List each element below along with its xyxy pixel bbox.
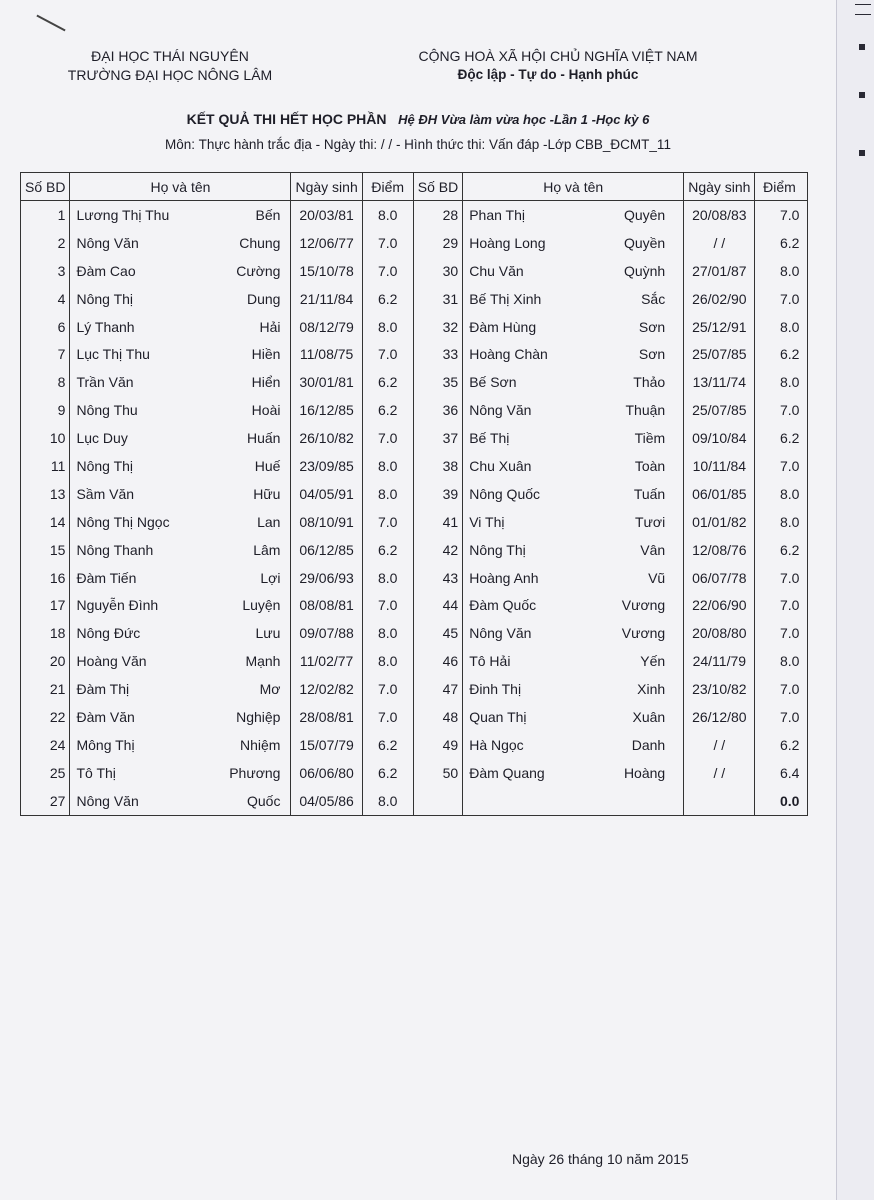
cell-dob [684,787,755,815]
cell-sbd: 31 [413,285,462,313]
table-row [21,703,808,731]
table-row [21,536,808,564]
cell-score: 7.0 [362,508,413,536]
cell-surname: Nông Thị [463,536,594,564]
cell-sbd: 14 [21,508,70,536]
cell-sbd: 32 [413,313,462,341]
exam-info: Môn: Thực hành trắc địa - Ngày thi: / / - Hình thức thi: Vấn đáp -Lớp CBB_ĐCMT_11 [165,137,671,152]
table-row [21,759,808,787]
cell-surname: Lương Thị Thu [70,201,201,229]
cell-given-name: Huấn [200,424,291,452]
document-title [0,111,836,127]
cell-surname: Phan Thị [463,201,594,229]
page-edge [836,0,874,1200]
cell-given-name: Toàn [593,452,684,480]
cell-surname: Đàm Quang [463,759,594,787]
cell-score: 7.0 [362,591,413,619]
header-sbd: Số BD [21,173,70,201]
cell-sbd: 17 [21,591,70,619]
cell-dob: 26/02/90 [684,285,755,313]
cell-score: 6.2 [362,396,413,424]
cell-dob: 16/12/85 [291,396,362,424]
cell-surname: Nông Thị Ngọc [70,508,201,536]
results-table [20,172,808,816]
cell-given-name: Sắc [593,285,684,313]
table-row [21,508,808,536]
cell-score: 8.0 [755,480,808,508]
cell-dob: 29/06/93 [291,564,362,592]
cell-score: 7.0 [362,257,413,285]
cell-given-name: Mơ [200,675,291,703]
cell-given-name: Vương [593,619,684,647]
cell-dob: 09/10/84 [684,424,755,452]
table-row [21,787,808,815]
cell-sbd: 33 [413,340,462,368]
cell-score: 6.2 [362,731,413,759]
cell-given-name: Hữu [200,480,291,508]
cell-dob: 10/11/84 [684,452,755,480]
cell-dob: / / [684,759,755,787]
cell-score: 8.0 [362,619,413,647]
cell-score: 6.2 [755,536,808,564]
cell-surname: Nông Văn [463,619,594,647]
cell-sbd: 18 [21,619,70,647]
cell-sbd: 11 [21,452,70,480]
header-name: Họ và tên [70,173,291,201]
cell-sbd [413,787,462,815]
cell-given-name: Mạnh [200,647,291,675]
table-row [21,452,808,480]
cell-surname: Lục Thị Thu [70,340,201,368]
cell-sbd: 28 [413,201,462,229]
cell-sbd: 2 [21,229,70,257]
table-row [21,257,808,285]
cell-given-name: Lan [200,508,291,536]
cell-score: 7.0 [362,229,413,257]
cell-sbd: 48 [413,703,462,731]
cell-sbd: 43 [413,564,462,592]
cell-dob: / / [684,229,755,257]
cell-dob: 04/05/86 [291,787,362,815]
cell-dob: 27/01/87 [684,257,755,285]
cell-surname: Đàm Quốc [463,591,594,619]
cell-given-name: Vũ [593,564,684,592]
cell-given-name: Thảo [593,368,684,396]
cell-dob: 26/12/80 [684,703,755,731]
cell-dob: 20/08/80 [684,619,755,647]
cell-dob: 06/01/85 [684,480,755,508]
cell-dob: 20/08/83 [684,201,755,229]
cell-surname: Nông Văn [70,229,201,257]
cell-sbd: 8 [21,368,70,396]
cell-given-name: Hiển [200,368,291,396]
cell-given-name: Dung [200,285,291,313]
cell-surname: Nông Thanh [70,536,201,564]
cell-score: 6.2 [362,536,413,564]
cell-surname: Mông Thị [70,731,201,759]
cell-sbd: 3 [21,257,70,285]
cell-score: 6.2 [755,340,808,368]
cell-given-name: Danh [593,731,684,759]
cell-sbd: 25 [21,759,70,787]
cell-surname: Hoàng Chàn [463,340,594,368]
cell-given-name: Chung [200,229,291,257]
cell-sbd: 22 [21,703,70,731]
cell-given-name: Vương [593,591,684,619]
cell-sbd: 46 [413,647,462,675]
cell-sbd: 7 [21,340,70,368]
table-row [21,313,808,341]
cell-score: 8.0 [755,257,808,285]
cell-dob: 23/10/82 [684,675,755,703]
cell-sbd: 39 [413,480,462,508]
cell-dob: 28/08/81 [291,703,362,731]
cell-dob: 24/11/79 [684,647,755,675]
cell-dob: 08/12/79 [291,313,362,341]
cell-surname: Bế Thị [463,424,594,452]
cell-dob: 08/08/81 [291,591,362,619]
cell-score: 7.0 [755,591,808,619]
table-row [21,201,808,229]
cell-dob: 21/11/84 [291,285,362,313]
cell-dob: / / [684,731,755,759]
table-row [21,368,808,396]
cell-surname: Nguyễn Đình [70,591,201,619]
cell-sbd: 36 [413,396,462,424]
cell-sbd: 10 [21,424,70,452]
cell-dob: 12/02/82 [291,675,362,703]
cell-given-name: Yến [593,647,684,675]
cell-sbd: 45 [413,619,462,647]
cell-given-name: Cường [200,257,291,285]
cell-score: 8.0 [362,452,413,480]
header-sbd: Số BD [413,173,462,201]
cell-given-name: Quyên [593,201,684,229]
cell-dob: 08/10/91 [291,508,362,536]
cell-score: 0.0 [755,787,808,815]
cell-score: 6.4 [755,759,808,787]
cell-dob: 09/07/88 [291,619,362,647]
cell-score: 7.0 [755,703,808,731]
school-name: TRƯỜNG ĐẠI HỌC NÔNG LÂM [67,67,273,83]
cell-given-name: Quỳnh [593,257,684,285]
title-program: Hệ ĐH Vừa làm vừa học -Lần 1 -Học kỳ 6 [398,112,650,127]
cell-given-name: Bến [200,201,291,229]
header-name: Họ và tên [463,173,684,201]
cell-dob: 23/09/85 [291,452,362,480]
cell-score: 8.0 [362,787,413,815]
cell-sbd: 44 [413,591,462,619]
cell-score: 7.0 [362,675,413,703]
cell-score: 8.0 [755,647,808,675]
title-main: KẾT QUẢ THI HẾT HỌC PHẦN [186,111,387,127]
cell-score: 8.0 [755,508,808,536]
cell-score: 8.0 [362,647,413,675]
cell-dob: 01/01/82 [684,508,755,536]
cell-surname: Nông Quốc [463,480,594,508]
cell-given-name: Lưu [200,619,291,647]
cell-given-name: Nghiệp [200,703,291,731]
cell-given-name: Lâm [200,536,291,564]
pen-mark [36,15,65,32]
cell-sbd: 37 [413,424,462,452]
cell-score: 7.0 [755,564,808,592]
cell-score: 7.0 [755,396,808,424]
cell-sbd: 13 [21,480,70,508]
cell-surname: Nông Đức [70,619,201,647]
cell-given-name: Sơn [593,313,684,341]
cell-given-name: Luyện [200,591,291,619]
cell-given-name: Hiền [200,340,291,368]
cell-sbd: 30 [413,257,462,285]
cell-surname: Sầm Văn [70,480,201,508]
cell-score: 7.0 [755,285,808,313]
cell-sbd: 21 [21,675,70,703]
cell-surname: Đinh Thị [463,675,594,703]
cell-surname: Hoàng Long [463,229,594,257]
cell-sbd: 9 [21,396,70,424]
cell-sbd: 50 [413,759,462,787]
cell-given-name: Phương [200,759,291,787]
cell-sbd: 4 [21,285,70,313]
cell-surname: Hoàng Văn [70,647,201,675]
table-row [21,647,808,675]
cell-given-name: Huế [200,452,291,480]
cell-score: 8.0 [362,564,413,592]
cell-sbd: 6 [21,313,70,341]
cell-dob: 06/06/80 [291,759,362,787]
cell-sbd: 35 [413,368,462,396]
motto: Độc lập - Tự do - Hạnh phúc [457,67,639,82]
table-row [21,396,808,424]
cell-score: 7.0 [755,619,808,647]
cell-dob: 04/05/91 [291,480,362,508]
header-dob: Ngày sinh [684,173,755,201]
cell-score: 6.2 [755,229,808,257]
cell-given-name: Xuân [593,703,684,731]
cell-dob: 06/12/85 [291,536,362,564]
cell-score: 8.0 [362,480,413,508]
country-name: CỘNG HOÀ XÃ HỘI CHỦ NGHĨA VIỆT NAM [418,48,698,64]
cell-sbd: 42 [413,536,462,564]
cell-dob: 25/07/85 [684,396,755,424]
cell-dob: 12/06/77 [291,229,362,257]
cell-dob: 06/07/78 [684,564,755,592]
cell-surname: Chu Xuân [463,452,594,480]
cell-given-name: Tiềm [593,424,684,452]
cell-given-name: Thuận [593,396,684,424]
table-row [21,480,808,508]
cell-given-name [593,787,684,815]
cell-surname: Quan Thị [463,703,594,731]
cell-surname: Lục Duy [70,424,201,452]
cell-dob: 13/11/74 [684,368,755,396]
cell-given-name: Quốc [200,787,291,815]
header-dob: Ngày sinh [291,173,362,201]
cell-surname [463,787,594,815]
cell-given-name: Sơn [593,340,684,368]
cell-surname: Hoàng Anh [463,564,594,592]
cell-score: 8.0 [362,201,413,229]
cell-sbd: 16 [21,564,70,592]
cell-surname: Nông Thị [70,285,201,313]
cell-score: 6.2 [362,368,413,396]
cell-surname: Vi Thị [463,508,594,536]
table-row [21,564,808,592]
cell-dob: 11/08/75 [291,340,362,368]
cell-score: 7.0 [755,452,808,480]
cell-sbd: 27 [21,787,70,815]
cell-surname: Tô Thị [70,759,201,787]
cell-score: 7.0 [755,675,808,703]
cell-given-name: Quyền [593,229,684,257]
cell-surname: Bế Thị Xinh [463,285,594,313]
cell-given-name: Xinh [593,675,684,703]
header-score: Điểm [755,173,808,201]
table-row [21,591,808,619]
cell-score: 6.2 [362,285,413,313]
cell-given-name: Nhiệm [200,731,291,759]
cell-score: 7.0 [362,340,413,368]
cell-score: 7.0 [362,424,413,452]
cell-surname: Lý Thanh [70,313,201,341]
cell-sbd: 20 [21,647,70,675]
cell-sbd: 49 [413,731,462,759]
cell-given-name: Vân [593,536,684,564]
cell-given-name: Lợi [200,564,291,592]
cell-given-name: Hải [200,313,291,341]
cell-score: 8.0 [755,368,808,396]
cell-surname: Nông Văn [463,396,594,424]
cell-score: 8.0 [362,313,413,341]
cell-surname: Nông Văn [70,787,201,815]
cell-surname: Đàm Văn [70,703,201,731]
cell-score: 7.0 [362,703,413,731]
cell-dob: 25/07/85 [684,340,755,368]
university-name: ĐẠI HỌC THÁI NGUYÊN [91,48,249,64]
table-header-row [21,173,808,201]
cell-dob: 26/10/82 [291,424,362,452]
cell-surname: Đàm Tiến [70,564,201,592]
cell-sbd: 47 [413,675,462,703]
table-row [21,675,808,703]
cell-score: 6.2 [755,424,808,452]
cell-score: 6.2 [755,731,808,759]
cell-sbd: 38 [413,452,462,480]
table-row [21,340,808,368]
cell-dob: 30/01/81 [291,368,362,396]
cell-given-name: Hoàng [593,759,684,787]
cell-given-name: Hoài [200,396,291,424]
cell-sbd: 1 [21,201,70,229]
header-score: Điểm [362,173,413,201]
cell-surname: Hà Ngọc [463,731,594,759]
cell-surname: Đàm Hùng [463,313,594,341]
cell-dob: 20/03/81 [291,201,362,229]
cell-sbd: 29 [413,229,462,257]
cell-surname: Đàm Cao [70,257,201,285]
cell-dob: 12/08/76 [684,536,755,564]
cell-given-name: Tươi [593,508,684,536]
cell-surname: Tô Hải [463,647,594,675]
cell-sbd: 41 [413,508,462,536]
cell-dob: 25/12/91 [684,313,755,341]
cell-dob: 11/02/77 [291,647,362,675]
cell-surname: Trần Văn [70,368,201,396]
cell-given-name: Tuấn [593,480,684,508]
cell-surname: Nông Thu [70,396,201,424]
table-row [21,424,808,452]
cell-score: 8.0 [755,313,808,341]
signing-date: Ngày 26 tháng 10 năm 2015 [512,1151,689,1167]
table-row [21,285,808,313]
cell-surname: Chu Văn [463,257,594,285]
cell-sbd: 24 [21,731,70,759]
cell-surname: Bế Sơn [463,368,594,396]
table-row [21,619,808,647]
table-row [21,731,808,759]
cell-score: 6.2 [362,759,413,787]
cell-dob: 15/07/79 [291,731,362,759]
cell-surname: Đàm Thị [70,675,201,703]
cell-dob: 22/06/90 [684,591,755,619]
cell-surname: Nông Thị [70,452,201,480]
cell-sbd: 15 [21,536,70,564]
cell-dob: 15/10/78 [291,257,362,285]
cell-score: 7.0 [755,201,808,229]
table-row [21,229,808,257]
